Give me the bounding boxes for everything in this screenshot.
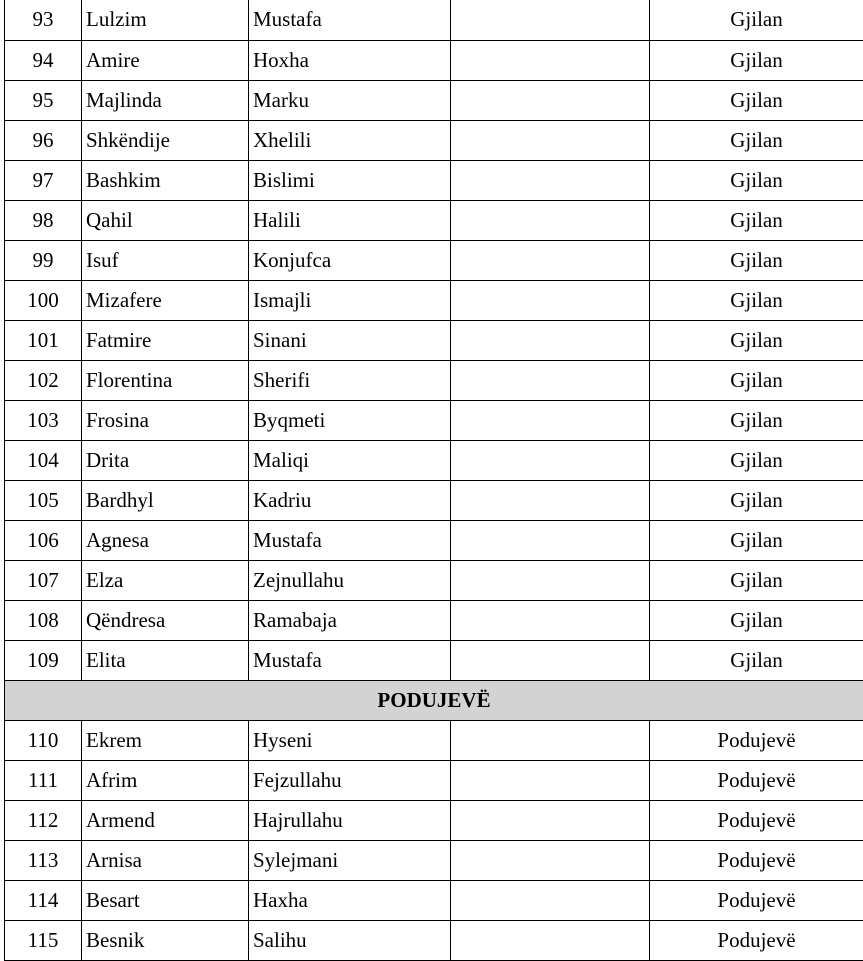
table-row [5,600,863,640]
empty-cell [451,800,650,840]
empty-cell [451,520,650,560]
first-name-cell: Besart [82,880,249,920]
row-number-cell: 111 [5,760,82,800]
row-number-cell: 113 [5,840,82,880]
empty-cell [451,320,650,360]
city-cell: Gjilan [650,360,863,400]
last-name-cell: Hoxha [249,40,451,80]
empty-cell [451,400,650,440]
section-heading: PODUJEVË [5,680,863,720]
row-number-cell: 101 [5,320,82,360]
last-name-cell: Sinani [249,320,451,360]
row-number-cell: 95 [5,80,82,120]
participants-table [4,0,863,961]
first-name-cell: Mizafere [82,280,249,320]
table-row [5,160,863,200]
last-name-cell: Ramabaja [249,600,451,640]
city-cell: Podujevë [650,840,863,880]
row-number-cell: 115 [5,920,82,960]
first-name-cell: Frosina [82,400,249,440]
city-cell: Gjilan [650,480,863,520]
table-row [5,920,863,960]
row-number-cell: 112 [5,800,82,840]
last-name-cell: Fejzullahu [249,760,451,800]
city-cell: Gjilan [650,120,863,160]
empty-cell [451,720,650,760]
empty-cell [451,0,650,40]
row-number-cell: 107 [5,560,82,600]
empty-cell [451,280,650,320]
last-name-cell: Bislimi [249,160,451,200]
table-row [5,360,863,400]
first-name-cell: Arnisa [82,840,249,880]
table-row [5,560,863,600]
table-row [5,280,863,320]
first-name-cell: Amire [82,40,249,80]
last-name-cell: Mustafa [249,0,451,40]
row-number-cell: 97 [5,160,82,200]
first-name-cell: Agnesa [82,520,249,560]
city-cell: Gjilan [650,440,863,480]
row-number-cell: 98 [5,200,82,240]
city-cell: Gjilan [650,400,863,440]
empty-cell [451,840,650,880]
last-name-cell: Marku [249,80,451,120]
city-cell: Gjilan [650,160,863,200]
first-name-cell: Afrim [82,760,249,800]
city-cell: Podujevë [650,880,863,920]
city-cell: Podujevë [650,760,863,800]
last-name-cell: Salihu [249,920,451,960]
table-row [5,440,863,480]
empty-cell [451,440,650,480]
city-cell: Gjilan [650,640,863,680]
row-number-cell: 106 [5,520,82,560]
first-name-cell: Elita [82,640,249,680]
row-number-cell: 110 [5,720,82,760]
last-name-cell: Hyseni [249,720,451,760]
first-name-cell: Elza [82,560,249,600]
first-name-cell: Qahil [82,200,249,240]
first-name-cell: Shkëndije [82,120,249,160]
table-row [5,400,863,440]
table-row [5,200,863,240]
row-number-cell: 114 [5,880,82,920]
empty-cell [451,480,650,520]
table-row [5,760,863,800]
table-row [5,120,863,160]
last-name-cell: Mustafa [249,520,451,560]
empty-cell [451,760,650,800]
city-cell: Gjilan [650,280,863,320]
city-cell: Gjilan [650,0,863,40]
first-name-cell: Drita [82,440,249,480]
empty-cell [451,600,650,640]
city-cell: Gjilan [650,240,863,280]
empty-cell [451,120,650,160]
city-cell: Gjilan [650,320,863,360]
table-row [5,320,863,360]
city-cell: Gjilan [650,600,863,640]
row-number-cell: 104 [5,440,82,480]
table-row [5,480,863,520]
table-row [5,240,863,280]
row-number-cell: 100 [5,280,82,320]
last-name-cell: Zejnullahu [249,560,451,600]
last-name-cell: Hajrullahu [249,800,451,840]
table-row [5,800,863,840]
table-row [5,80,863,120]
city-cell: Gjilan [650,560,863,600]
section-heading-row [5,680,863,720]
first-name-cell: Armend [82,800,249,840]
last-name-cell: Maliqi [249,440,451,480]
last-name-cell: Halili [249,200,451,240]
city-cell: Podujevë [650,800,863,840]
empty-cell [451,920,650,960]
empty-cell [451,160,650,200]
empty-cell [451,360,650,400]
first-name-cell: Majlinda [82,80,249,120]
row-number-cell: 109 [5,640,82,680]
last-name-cell: Haxha [249,880,451,920]
first-name-cell: Besnik [82,920,249,960]
last-name-cell: Sylejmani [249,840,451,880]
empty-cell [451,560,650,600]
empty-cell [451,200,650,240]
first-name-cell: Bardhyl [82,480,249,520]
last-name-cell: Sherifi [249,360,451,400]
table-row [5,720,863,760]
table-row [5,0,863,40]
row-number-cell: 99 [5,240,82,280]
first-name-cell: Fatmire [82,320,249,360]
table-row [5,40,863,80]
row-number-cell: 105 [5,480,82,520]
table-row [5,520,863,560]
empty-cell [451,240,650,280]
row-number-cell: 103 [5,400,82,440]
first-name-cell: Qëndresa [82,600,249,640]
empty-cell [451,640,650,680]
city-cell: Gjilan [650,520,863,560]
city-cell: Podujevë [650,920,863,960]
row-number-cell: 96 [5,120,82,160]
city-cell: Podujevë [650,720,863,760]
empty-cell [451,880,650,920]
first-name-cell: Ekrem [82,720,249,760]
row-number-cell: 108 [5,600,82,640]
row-number-cell: 102 [5,360,82,400]
city-cell: Gjilan [650,40,863,80]
last-name-cell: Konjufca [249,240,451,280]
last-name-cell: Mustafa [249,640,451,680]
first-name-cell: Florentina [82,360,249,400]
table-row [5,880,863,920]
row-number-cell: 94 [5,40,82,80]
table-row [5,840,863,880]
last-name-cell: Byqmeti [249,400,451,440]
last-name-cell: Xhelili [249,120,451,160]
first-name-cell: Bashkim [82,160,249,200]
empty-cell [451,40,650,80]
last-name-cell: Kadriu [249,480,451,520]
table-row [5,640,863,680]
city-cell: Gjilan [650,200,863,240]
participants-table-body [5,0,863,960]
empty-cell [451,80,650,120]
city-cell: Gjilan [650,80,863,120]
first-name-cell: Lulzim [82,0,249,40]
first-name-cell: Isuf [82,240,249,280]
row-number-cell: 93 [5,0,82,40]
last-name-cell: Ismajli [249,280,451,320]
